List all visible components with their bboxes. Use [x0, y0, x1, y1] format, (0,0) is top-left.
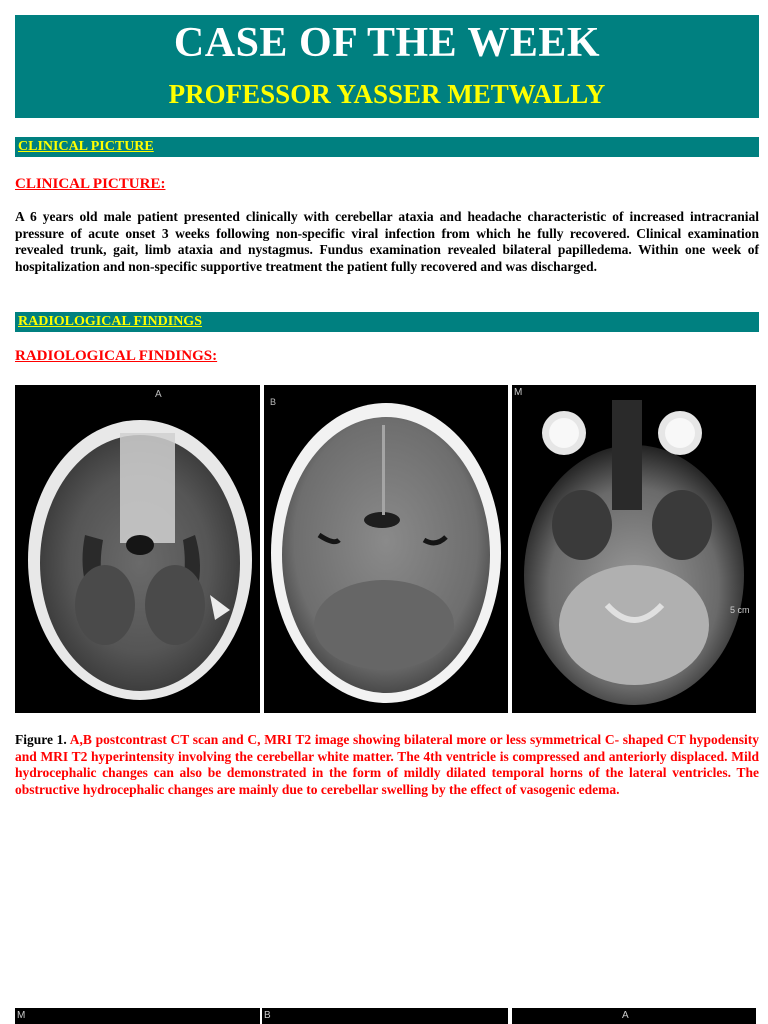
figure2-label-3: A	[622, 1010, 629, 1021]
image-c-label: M	[514, 387, 523, 398]
clinical-heading: CLINICAL PICTURE:	[15, 176, 166, 192]
page-title: CASE OF THE WEEK	[173, 20, 601, 66]
figure2-label-1: M	[17, 1010, 26, 1021]
figure2-label-2: B	[264, 1010, 271, 1021]
figure2-image-3	[512, 1008, 756, 1024]
clinical-section-link[interactable]: CLINICAL PICTURE	[18, 139, 154, 154]
figure2-image-2	[262, 1008, 508, 1024]
figure1-caption	[15, 732, 759, 798]
figure1-caption-text: A,B postcontrast CT scan and C, MRI T2 image showing bilateral more or less symmetrical C- shaped CT hypodensity and MRI T2 hyperintensity involving the cerebellar white matter. The 4th ventricle is compressed and anteriorly displaced. Mild hydrocephalic changes can also be demonstrated in the form of mildly dilated temporal horns of the lateral ventricles. The obstructive hydrocephalic changes are mainly due to cerebellar swelling by the effect of vasogenic edema.	[15, 732, 759, 797]
radiology-heading: RADIOLOGICAL FINDINGS:	[15, 348, 218, 364]
mri-t2-image-c	[512, 385, 756, 713]
clinical-section-bar	[15, 137, 759, 157]
scale-label: 5 cm	[730, 605, 750, 615]
figure2-image-1	[15, 1008, 260, 1024]
page-subtitle: PROFESSOR YASSER METWALLY	[168, 79, 606, 109]
clinical-paragraph: A 6 years old male patient presented clinically with cerebellar ataxia and headache characteristic of increased intracranial pressure of acute onset 3 weeks following non-specific viral infection from which he fully recovered. Clinical examination revealed trunk, gait, limb ataxia and nystagmus. Fundus examination revealed bilateral papilledema. Within one week of hospitalization and non-specific supportive treatment the patient fully recovered and was discharged.	[15, 209, 759, 274]
ct-scan-image-a	[15, 385, 260, 713]
ct-scan-image-b	[264, 385, 508, 713]
page-header	[15, 15, 759, 118]
radiology-section-bar	[15, 312, 759, 332]
image-a-label: A	[155, 389, 162, 400]
image-b-label: B	[270, 397, 277, 407]
figure1-caption-lead: Figure 1.	[15, 732, 67, 747]
radiology-section-link[interactable]: RADIOLOGICAL FINDINGS	[18, 314, 202, 329]
